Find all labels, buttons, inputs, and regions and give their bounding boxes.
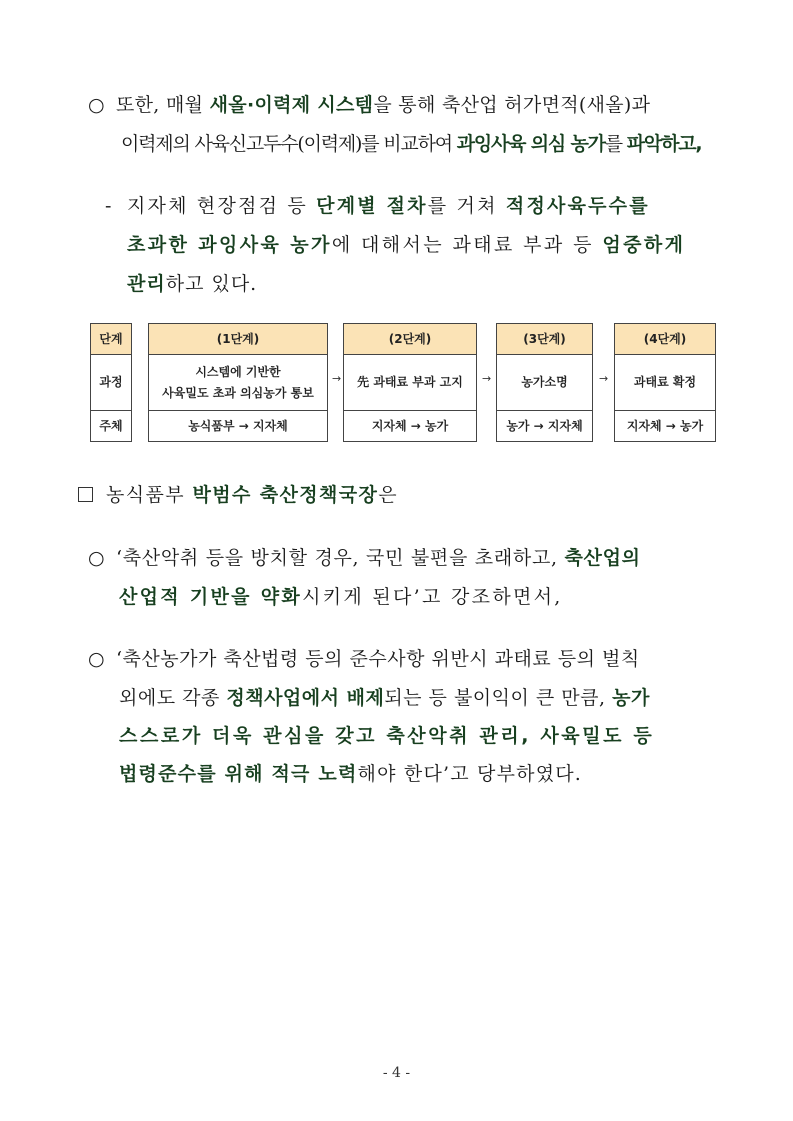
text: 를 (604, 133, 627, 155)
circle-bullet-icon: ○ (88, 547, 106, 569)
stage-actor: 지자체 → 농가 (626, 418, 704, 433)
text: 을 통해 축산업 허가면적(새올)과 (373, 94, 651, 116)
process-flow-table (90, 323, 716, 442)
paragraph-line (119, 584, 563, 610)
text: 를 거쳐 (427, 195, 506, 217)
dash-bullet: - (105, 195, 114, 217)
bold-text: 관리 (127, 273, 166, 295)
paragraph-line (88, 545, 641, 571)
flow-arrow-icon: → (332, 372, 342, 385)
stage-header: (4단계) (615, 324, 715, 355)
paragraph-line (119, 761, 582, 787)
paragraph-line (88, 92, 650, 118)
stage-3-column (496, 323, 593, 442)
text: 이력제의 사육신고두수(이력제)를 비교하여 (121, 133, 457, 155)
stage-2-column (343, 323, 477, 442)
row-label-stage: 단계 (91, 324, 131, 355)
bold-text: 박범수 축산정책국장 (192, 484, 379, 506)
bold-text: 엄중하게 (602, 234, 686, 256)
text: 외에도 각종 (119, 687, 227, 709)
stage-1-column (148, 323, 328, 442)
text: ‘축산농가가 축산법령 등의 준수사항 위반시 과태료 등의 벌칙 (116, 648, 640, 670)
bold-text: 초과한 과잉사육 농가 (127, 234, 332, 256)
stage-process: 과태료 확정 (615, 355, 715, 411)
bold-text: 과잉사육 의심 농가 (456, 133, 605, 155)
square-bullet-icon (78, 487, 93, 502)
text: 지자체 현장점검 등 (127, 195, 317, 217)
paragraph-line (119, 723, 654, 749)
bold-text: 축산업의 (564, 547, 641, 569)
stage-process: 先 과태료 부과 고지 (344, 355, 476, 411)
flow-arrow-icon: → (482, 372, 492, 385)
page-number: - 4 - (382, 1065, 411, 1081)
stage-4-column (614, 323, 716, 442)
row-label-process: 과정 (91, 355, 131, 411)
stage-actor: 농가 → 지자체 (506, 418, 583, 433)
bold-text: 단계별 절차 (316, 195, 428, 217)
bold-text: 농가 (612, 687, 650, 709)
bold-text: 새올·이력제 시스템 (209, 94, 374, 116)
paragraph-line (105, 193, 650, 219)
row-label-column (90, 323, 132, 442)
circle-bullet-icon: ○ (88, 94, 105, 116)
stage-header: (3단계) (497, 324, 592, 355)
stage-actor: 농식품부 → 지자체 (188, 418, 288, 433)
row-label-actor: 주체 (99, 418, 123, 433)
text: 시키게 된다’고 강조하면서, (302, 586, 563, 608)
bold-text: 스스로가 더욱 관심을 갖고 축산악취 관리, 사육밀도 등 (119, 725, 655, 747)
stage-process (149, 355, 327, 411)
stage-header: (1단계) (149, 324, 327, 355)
stage-header: (2단계) (344, 324, 476, 355)
paragraph-line (78, 482, 398, 508)
paragraph-line (127, 271, 257, 297)
circle-bullet-icon: ○ (88, 648, 106, 670)
text: 되는 등 불이익이 큰 만큼, (384, 687, 613, 709)
paragraph-line (119, 685, 650, 711)
bold-text: 법령준수를 위해 적극 노력 (119, 763, 358, 785)
paragraph-line (121, 131, 701, 157)
bold-text: 적정사육두수를 (505, 195, 650, 217)
process-line: 사육밀도 초과 의심농가 통보 (162, 385, 314, 400)
paragraph-line (88, 646, 640, 672)
stage-actor: 지자체 → 농가 (371, 418, 449, 433)
text: ‘축산악취 등을 방치할 경우, 국민 불편을 초래하고, (116, 547, 565, 569)
text: 해야 한다’고 당부하였다. (357, 763, 583, 785)
text: 은 (378, 484, 399, 506)
stage-process: 농가소명 (497, 355, 592, 411)
flow-arrow-icon: → (599, 372, 609, 385)
paragraph-line (127, 232, 685, 258)
bold-text: 파악하고, (626, 133, 702, 155)
text: 하고 있다. (165, 273, 258, 295)
text: 또한, 매월 (116, 94, 210, 116)
text: 에 대해서는 과태료 부과 등 (331, 234, 603, 256)
bold-text: 산업적 기반을 약화 (119, 586, 303, 608)
text: 농식품부 (106, 484, 193, 506)
process-line: 시스템에 기반한 (195, 364, 281, 379)
bold-text: 정책사업에서 배제 (226, 687, 385, 709)
